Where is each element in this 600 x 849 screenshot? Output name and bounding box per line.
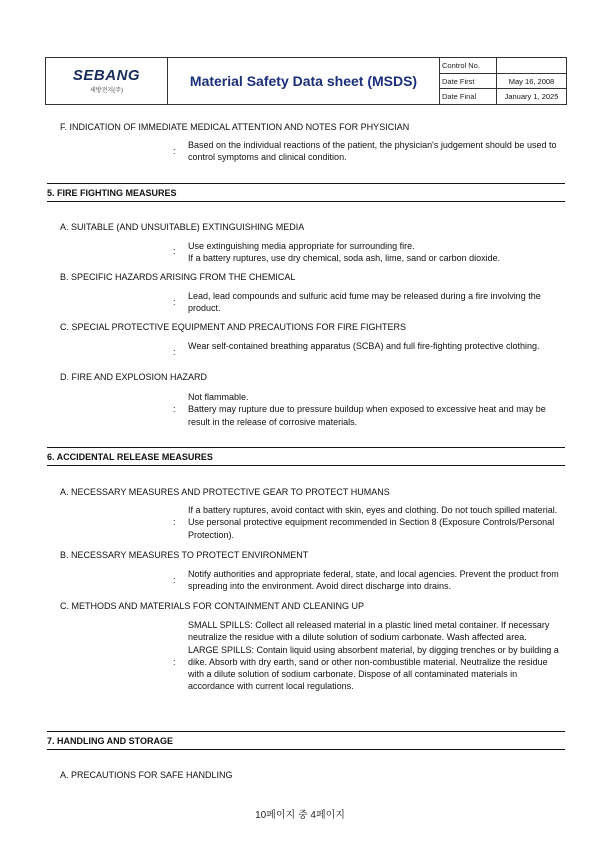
subsection-text-6b: Notify authorities and appropriate federal, state, and local agencies. Prevent the product from spreading into the environment. Avoid direct discharge into drains. — [188, 569, 559, 592]
page-footer: 10페이지 중 4페이지 — [255, 810, 345, 821]
subsection-heading-6b: B. NECESSARY MEASURES TO PROTECT ENVIRONMENT — [60, 550, 309, 560]
meta-row-control-no — [440, 58, 566, 74]
meta-value: May 16, 2008 — [508, 76, 555, 86]
section-heading-5: 5. FIRE FIGHTING MEASURES — [47, 188, 565, 202]
section-heading-6: 6. ACCIDENTAL RELEASE MEASURES — [47, 452, 565, 466]
meta-row-date-final — [440, 89, 566, 104]
colon-marker: : — [173, 657, 176, 667]
subsection-heading-6c: C. METHODS AND MATERIALS FOR CONTAINMENT AND CLEANING UP — [60, 601, 365, 611]
colon-marker: : — [173, 246, 176, 256]
subsection-text-6a: If a battery ruptures, avoid contact with skin, eyes and clothing. Do not touch spilled material. Use personal protective equipment recommended in Section 8 (Exposure Controls/Personal Protection). — [188, 505, 558, 540]
section-divider — [47, 183, 565, 184]
meta-label: Date First — [440, 74, 497, 89]
small-spills-text: SMALL SPILLS: Collect all released material in a plastic lined metal container. If necessary neutralize the residue with a dilute solution of sodium carbonate. Wash affected area. — [188, 620, 550, 643]
logo-subtitle: 세방전지(주) — [90, 88, 123, 94]
colon-marker: : — [173, 297, 176, 307]
document-meta-table — [440, 58, 566, 104]
subsection-heading-4f: F. INDICATION OF IMMEDIATE MEDICAL ATTENTION AND NOTES FOR PHYSICIAN — [60, 122, 410, 132]
colon-marker: : — [173, 517, 176, 527]
subsection-heading-5a: A. SUITABLE (AND UNSUITABLE) EXTINGUISHING MEDIA — [60, 222, 305, 232]
colon-marker: : — [173, 146, 176, 156]
subsection-text-4f: Based on the individual reactions of the patient, the physician's judgement should be used to control symptoms and clinical condition. — [188, 140, 557, 163]
meta-label: Date Final — [440, 89, 497, 104]
subsection-heading-5c: C. SPECIAL PROTECTIVE EQUIPMENT AND PRECAUTIONS FOR FIRE FIGHTERS — [60, 322, 407, 332]
large-spills-text: LARGE SPILLS: Contain liquid using absorbent material, by digging trenches or by building a dike. Absorb with dry earth, sand or other non-combustible material. Neutralize the residue with a dilute solution of sodium carbonate. Dispose of all contaminated materials in accordance with current local regulations. — [188, 644, 559, 692]
logo-brand: SEBANG — [72, 67, 141, 84]
section-heading-7: 7. HANDLING AND STORAGE — [47, 736, 565, 750]
subsection-text-5b: Lead, lead compounds and sulfuric acid fume may be released during a fire involving the product. — [188, 291, 541, 314]
section-divider — [47, 447, 565, 448]
colon-marker: : — [173, 575, 176, 585]
document-title: Material Safety Data sheet (MSDS) — [168, 58, 440, 104]
subsection-text-5c: Wear self-contained breathing apparatus (SCBA) and full fire-fighting protective clothing. — [188, 341, 540, 351]
meta-row-date-first — [440, 74, 566, 90]
text-line: Use extinguishing media appropriate for surrounding fire. — [188, 241, 415, 251]
meta-value — [497, 58, 566, 73]
company-logo — [46, 58, 168, 104]
subsection-text-5a — [188, 240, 560, 265]
meta-value: January 1, 2025 — [504, 92, 559, 102]
subsection-heading-7a: A. PRECAUTIONS FOR SAFE HANDLING — [60, 770, 233, 780]
text-line: If a battery ruptures, use dry chemical, soda ash, lime, sand or carbon dioxide. — [188, 253, 501, 264]
text-line: Not flammable. — [188, 392, 249, 402]
subsection-heading-5b: B. SPECIFIC HAZARDS ARISING FROM THE CHEMICAL — [60, 272, 296, 282]
text-line: Battery may rupture due to pressure buildup when exposed to excessive heat and may be result in the release of corrosive materials. — [188, 404, 546, 427]
document-header — [45, 57, 567, 105]
subsection-heading-6a: A. NECESSARY MEASURES AND PROTECTIVE GEAR TO PROTECT HUMANS — [60, 487, 390, 497]
colon-marker: : — [173, 347, 176, 357]
subsection-text-6c — [188, 619, 560, 693]
subsection-text-5d — [188, 391, 560, 428]
meta-label: Control No. — [440, 58, 497, 73]
colon-marker: : — [173, 404, 176, 414]
section-divider — [47, 731, 565, 732]
subsection-heading-5d: D. FIRE AND EXPLOSION HAZARD — [60, 372, 208, 382]
